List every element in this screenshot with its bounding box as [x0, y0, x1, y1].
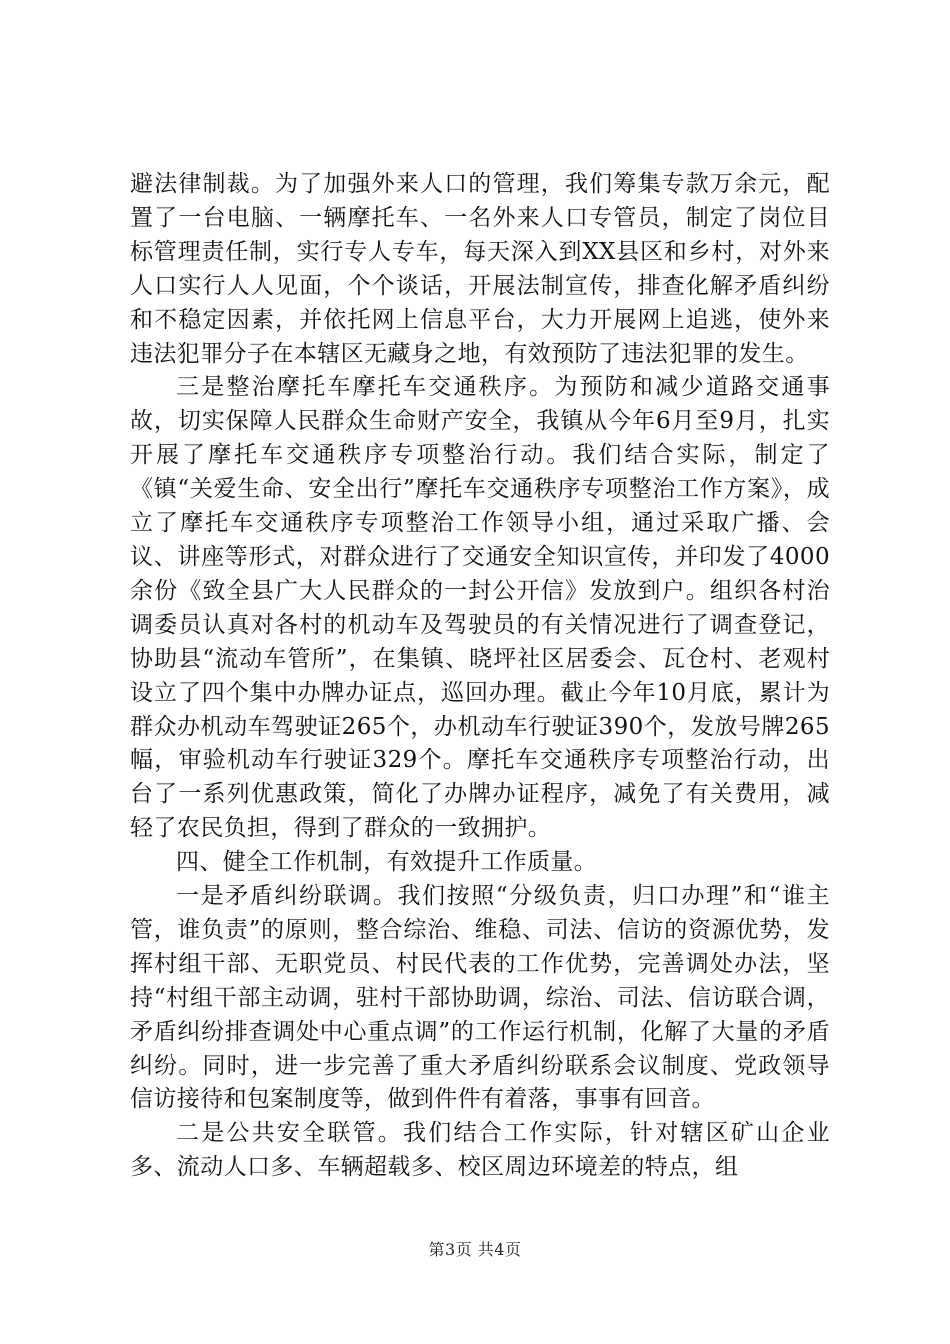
section-heading-work-mechanism: 四、健全工作机制，有效提升工作质量。	[176, 849, 598, 876]
page-number-footer: 第3页 共4页	[428, 1240, 522, 1259]
paragraph-dispute-mediation: 一是矛盾纠纷联调。我们按照“分级负责，归口办理”和“谁主管，谁负责”的原则，整合综治、维稳、司法、信访的资源优势，发挥村组干部、无职党员、村民代表的工作优势，完善调处办法，坚持“村组干部主动调，驻村干部协助调，综治、司法、信访联合调，矛盾纠纷排查调处中心重点调”的工作运行机制，化解了大量的矛盾纠纷。同时，进一步完善了重大矛盾纠纷联系会议制度、党政领导信访接待和包案制度等，做到件件有着落，事事有回音。	[130, 883, 830, 1113]
document-body	[130, 168, 830, 1185]
paragraph-continuation: 避法律制裁。为了加强外来人口的管理，我们筹集专款万余元，配置了一台电脑、一辆摩托车、一名外来人口专管员，制定了岗位目标管理责任制，实行专人专车，每天深入到XX县区和乡村，对外来人口实行人人见面，个个谈话，开展法制宣传，排查化解矛盾纠纷和不稳定因素，并依托网上信息平台，大力开展网上追逃，使外来违法犯罪分子在本辖区无藏身之地，有效预防了违法犯罪的发生。	[130, 171, 830, 367]
paragraph-motorcycle-traffic: 三是整治摩托车摩托车交通秩序。为预防和减少道路交通事故，切实保障人民群众生命财产安全，我镇从今年6月至9月，扎实开展了摩托车交通秩序专项整治行动。我们结合实际，制定了《镇“关爱生命、安全出行”摩托车交通秩序专项整治工作方案》，成立了摩托车交通秩序专项整治工作领导小组，通过采取广播、会议、讲座等形式，对群众进行了交通安全知识宣传，并印发了4000余份《致全县广大人民群众的一封公开信》发放到户。组织各村治调委员认真对各村的机动车及驾驶员的有关情况进行了调查登记，协助县“流动车管所”，在集镇、晓坪社区居委会、瓦仓村、老观村设立了四个集中办牌办证点，巡回办理。截止今年10月底，累计为群众办机动车驾驶证265个，办机动车行驶证390个，发放号牌265幅，审验机动车行驶证329个。摩托车交通秩序专项整治行动，出台了一系列优惠政策，简化了办牌办证程序，减免了有关费用，减轻了农民负担，得到了群众的一致拥护。	[130, 374, 830, 842]
paragraph-public-safety: 二是公共安全联管。我们结合工作实际，针对辖区矿山企业多、流动人口多、车辆超载多、校区周边环境差的特点，组	[130, 1120, 830, 1181]
